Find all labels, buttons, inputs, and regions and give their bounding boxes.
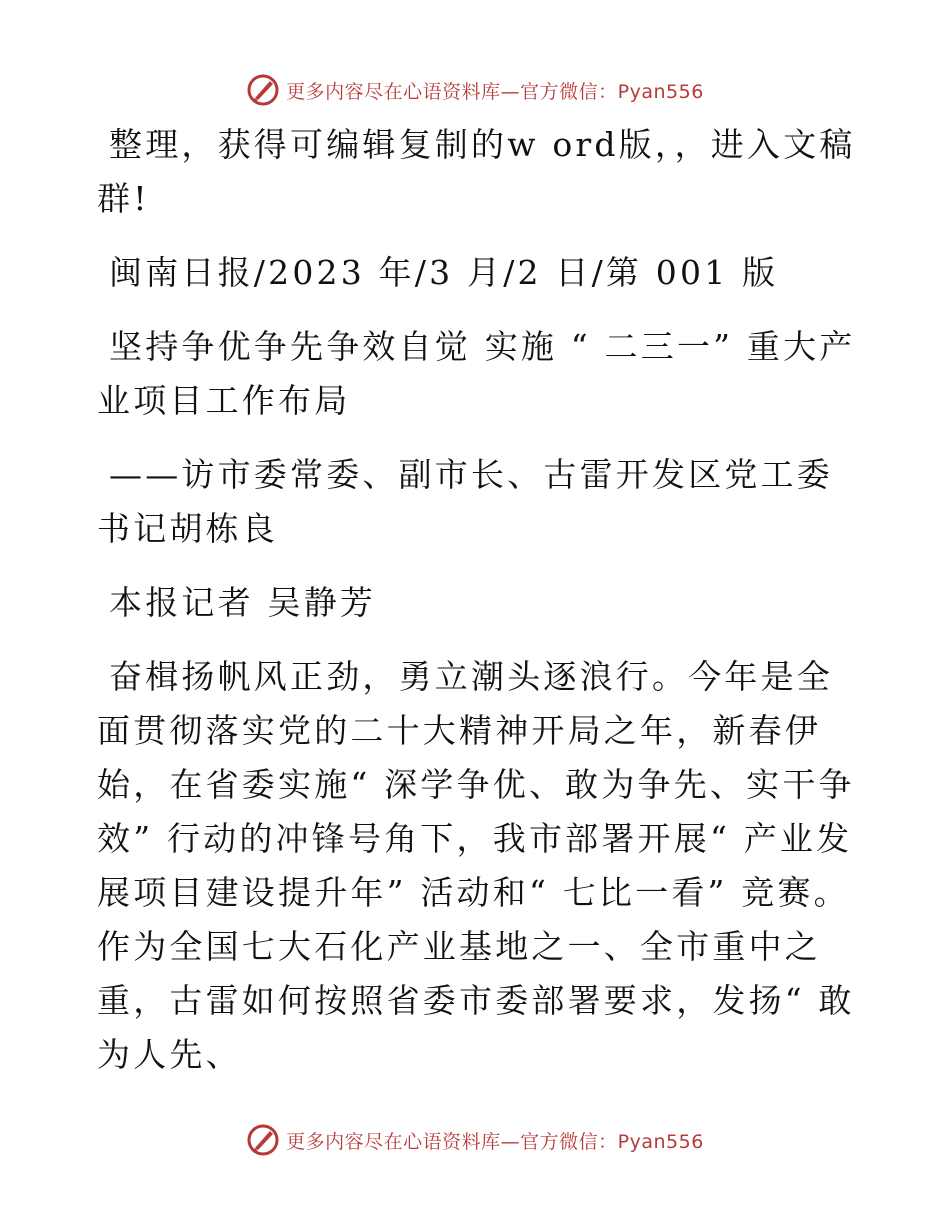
red-circle-quill-logo-icon [246,73,280,107]
document-paragraph-body: 奋楫扬帆风正劲，勇立潮头逐浪行。今年是全面贯彻落实党的二十大精神开局之年，新春伊始，在省委实施“ 深学争优、敢为争先、实干争效” 行动的冲锋号角下，我市部署开展“ 产业发展项目建设提升年” 活动和“ 七比一看” 竞赛。作为全国七大石化产业基地之一、全市重中之重，古雷如何按照省委市委部署要求，发扬“ 敢为人先、 [97,657,855,1074]
document-paragraph-note: 整理，获得可编辑复制的w ord版，，进入文稿群! [97,125,856,218]
document-paragraph-subheadline: ——访市委常委、副市长、古雷开发区党工委书记胡栋良 [97,455,833,548]
footer-banner-text: 更多内容尽在心语资料库—官方微信：Pyan556 [286,1130,704,1153]
red-circle-quill-logo-icon [246,1123,280,1157]
document-paragraph-headline: 坚持争优争先争效自觉 实施 “ 二三一” 重大产业项目工作布局 [97,327,856,420]
document-paragraph-byline: 本报记者 吴静芳 [109,583,377,622]
header-banner-text: 更多内容尽在心语资料库—官方微信：Pyan556 [286,80,704,103]
footer-banner [0,1120,950,1160]
document-paragraph-source: 闽南日报/2023 年/3 月/2 日/第 001 版 [109,253,779,292]
document-body [97,118,857,1082]
header-banner [0,70,950,110]
